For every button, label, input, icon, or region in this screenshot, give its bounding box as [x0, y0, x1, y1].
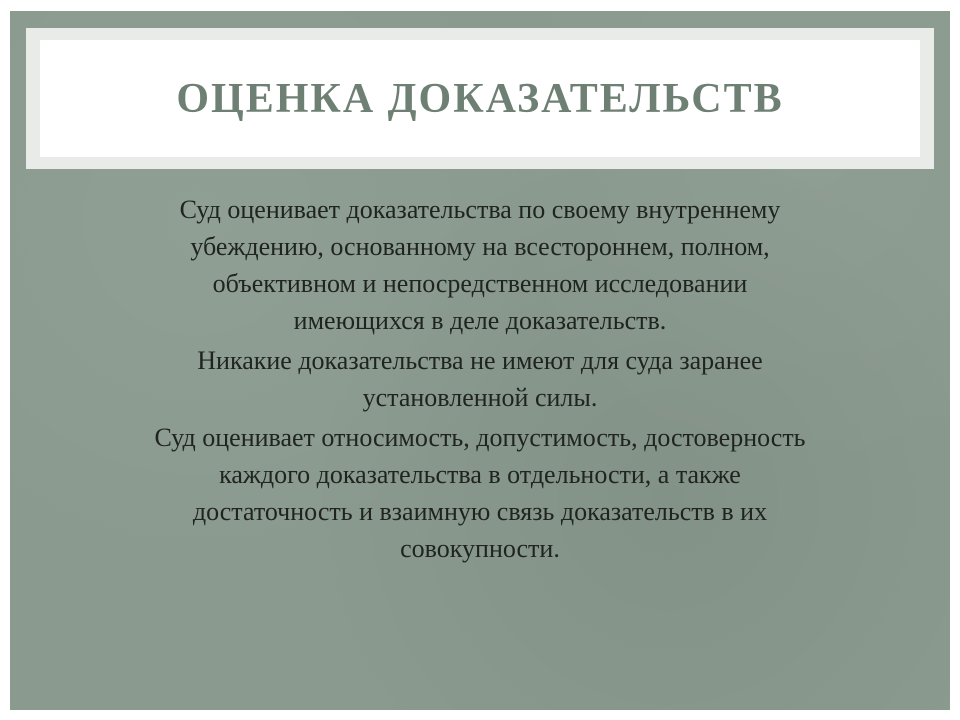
slide	[10, 11, 950, 710]
title-box	[40, 40, 920, 157]
paragraph-line: объективном и непосредственном исследовании	[212, 269, 748, 298]
paragraph-line: совокупности.	[400, 534, 560, 563]
paragraph-line: достаточность и взаимную связь доказательств в их	[192, 497, 768, 526]
paragraph-line: убеждению, основанному на всестороннем, полном,	[190, 232, 770, 261]
paragraph-line: Суд оценивает доказательства по своему внутреннему	[179, 195, 781, 224]
paragraph-line: установленной силы.	[362, 383, 598, 412]
paragraph-line: каждого доказательства в отдельности, а также	[219, 460, 741, 489]
paragraph-1	[50, 191, 910, 339]
paragraph-line: имеющихся в деле доказательств.	[293, 306, 667, 335]
title-band	[26, 28, 934, 169]
slide-title: ОЦЕНКА ДОКАЗАТЕЛЬСТВ	[176, 75, 784, 122]
paragraph-line: Никакие доказательства не имеют для суда заранее	[197, 346, 763, 375]
slide-body	[50, 191, 910, 570]
paragraph-2	[50, 342, 910, 416]
paragraph-3	[50, 419, 910, 567]
paragraph-line: Суд оценивает относимость, допустимость, достоверность	[154, 423, 806, 452]
